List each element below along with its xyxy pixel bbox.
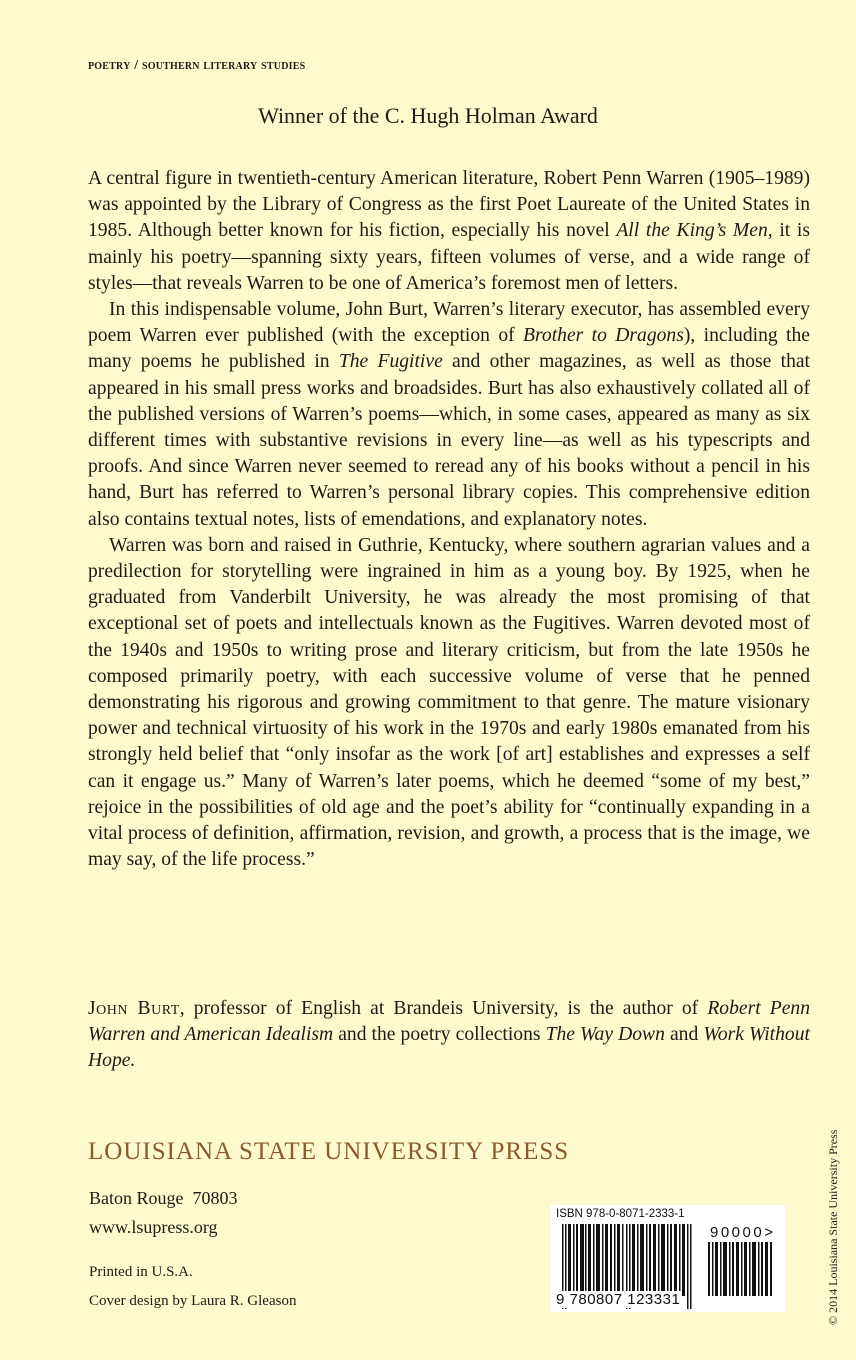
- magazine-title: The Fugitive: [338, 351, 443, 373]
- paragraph-2: In this indispensable volume, John Burt, Warren’s literary executor, has assembled every poem Warren ever published (with the exception of Brother to Dragons), including the many poems he published in The Fugitive and other magazines, as well as those that appeared in his small press works and broadsides. Burt has also exhaustively collated all of the published versions of Warren’s poems—which, in some cases, appeared as many as six different times with substantive revisions in every line—as well as his typescripts and proofs. And since Warren never seemed to reread any of his books without a pencil in his hand, Burt has referred to Warren’s personal library copies. This comprehensive edition also contains textual notes, lists of emendations, and explanatory notes.: [88, 299, 811, 530]
- isbn-barcode: [550, 1205, 785, 1312]
- category-label: poetry / southern literary studies: [88, 58, 306, 73]
- book-title: The Way Down: [545, 1024, 665, 1046]
- printed-in: Printed in U.S.A.: [89, 1264, 193, 1280]
- credits: [89, 1258, 296, 1316]
- paragraph-1: A central figure in twentieth-century American literature, Robert Penn Warren (1905–1989) was appointed by the Library of Congress as the first Poet Laureate of the United States in 1985. Although better known for his fiction, especially his novel All the King’s Men, it is mainly his poetry—spanning sixty years, fifteen volumes of verse, and a wide range of styles—that reveals Warren to be one of America’s foremost men of letters.: [88, 168, 810, 294]
- publisher-name: LOUISIANA STATE UNIVERSITY PRESS: [88, 1138, 570, 1165]
- addon-barcode-bars: [708, 1242, 774, 1296]
- description: [88, 166, 810, 873]
- publisher-address: [89, 1184, 238, 1242]
- book-title: Brother to Dragons: [523, 325, 684, 347]
- ean-digits: 9 780807 123331: [556, 1291, 681, 1308]
- author-bio: John Burt, professor of English at Brandeis University, is the author of Robert Penn Warren and American Idealism and the poetry collections The Way Down and Work Without Hope.: [88, 998, 810, 1072]
- cover-design-credit: Cover design by Laura R. Gleason: [89, 1293, 297, 1309]
- book-title: All the King’s Men,: [616, 220, 773, 242]
- book-title: Work Without Hope.: [88, 1024, 810, 1072]
- city-zip: Baton Rouge 70803: [89, 1188, 238, 1208]
- award-heading: Winner of the C. Hugh Holman Award: [258, 103, 598, 128]
- paragraph-3: Warren was born and raised in Guthrie, Kentucky, where southern agrarian values and a predilection for storytelling were ingrained in him as a young boy. By 1925, when he graduated from Vanderbilt University, he was already the most promising of that exceptional set of poets and intellectuals known as the Fugitives. Warren devoted most of the 1940s and 1950s to writing prose and literary criticism, but from the late 1950s he composed primarily poetry, with each successive volume of verse that he penned demonstrating his rigorous and growing commitment to that genre. The mature visionary power and technical virtuosity of his work in the 1970s and early 1980s emanated from his strongly held belief that “only insofar as the work [of art] establishes and expresses a self can it engage us.” Many of Warren’s later poems, which he deemed “some of my best,” rejoice in the possibilities of old age and the poet’s ability for “continually expanding in a vital process of definition, affirmation, revision, and growth, a process that is the image, we may say, of the life process.”: [88, 534, 810, 871]
- author-name: John Burt: [88, 998, 180, 1019]
- website-link[interactable]: www.lsupress.org: [89, 1217, 218, 1237]
- isbn-label: ISBN 978-0-8071-2333-1: [556, 1208, 685, 1220]
- book-title: Robert Penn Warren and American Idealism: [88, 998, 810, 1046]
- addon-digits: 90000>: [710, 1224, 776, 1241]
- copyright-notice: © 2014 Louisiana State University Press: [826, 1129, 840, 1325]
